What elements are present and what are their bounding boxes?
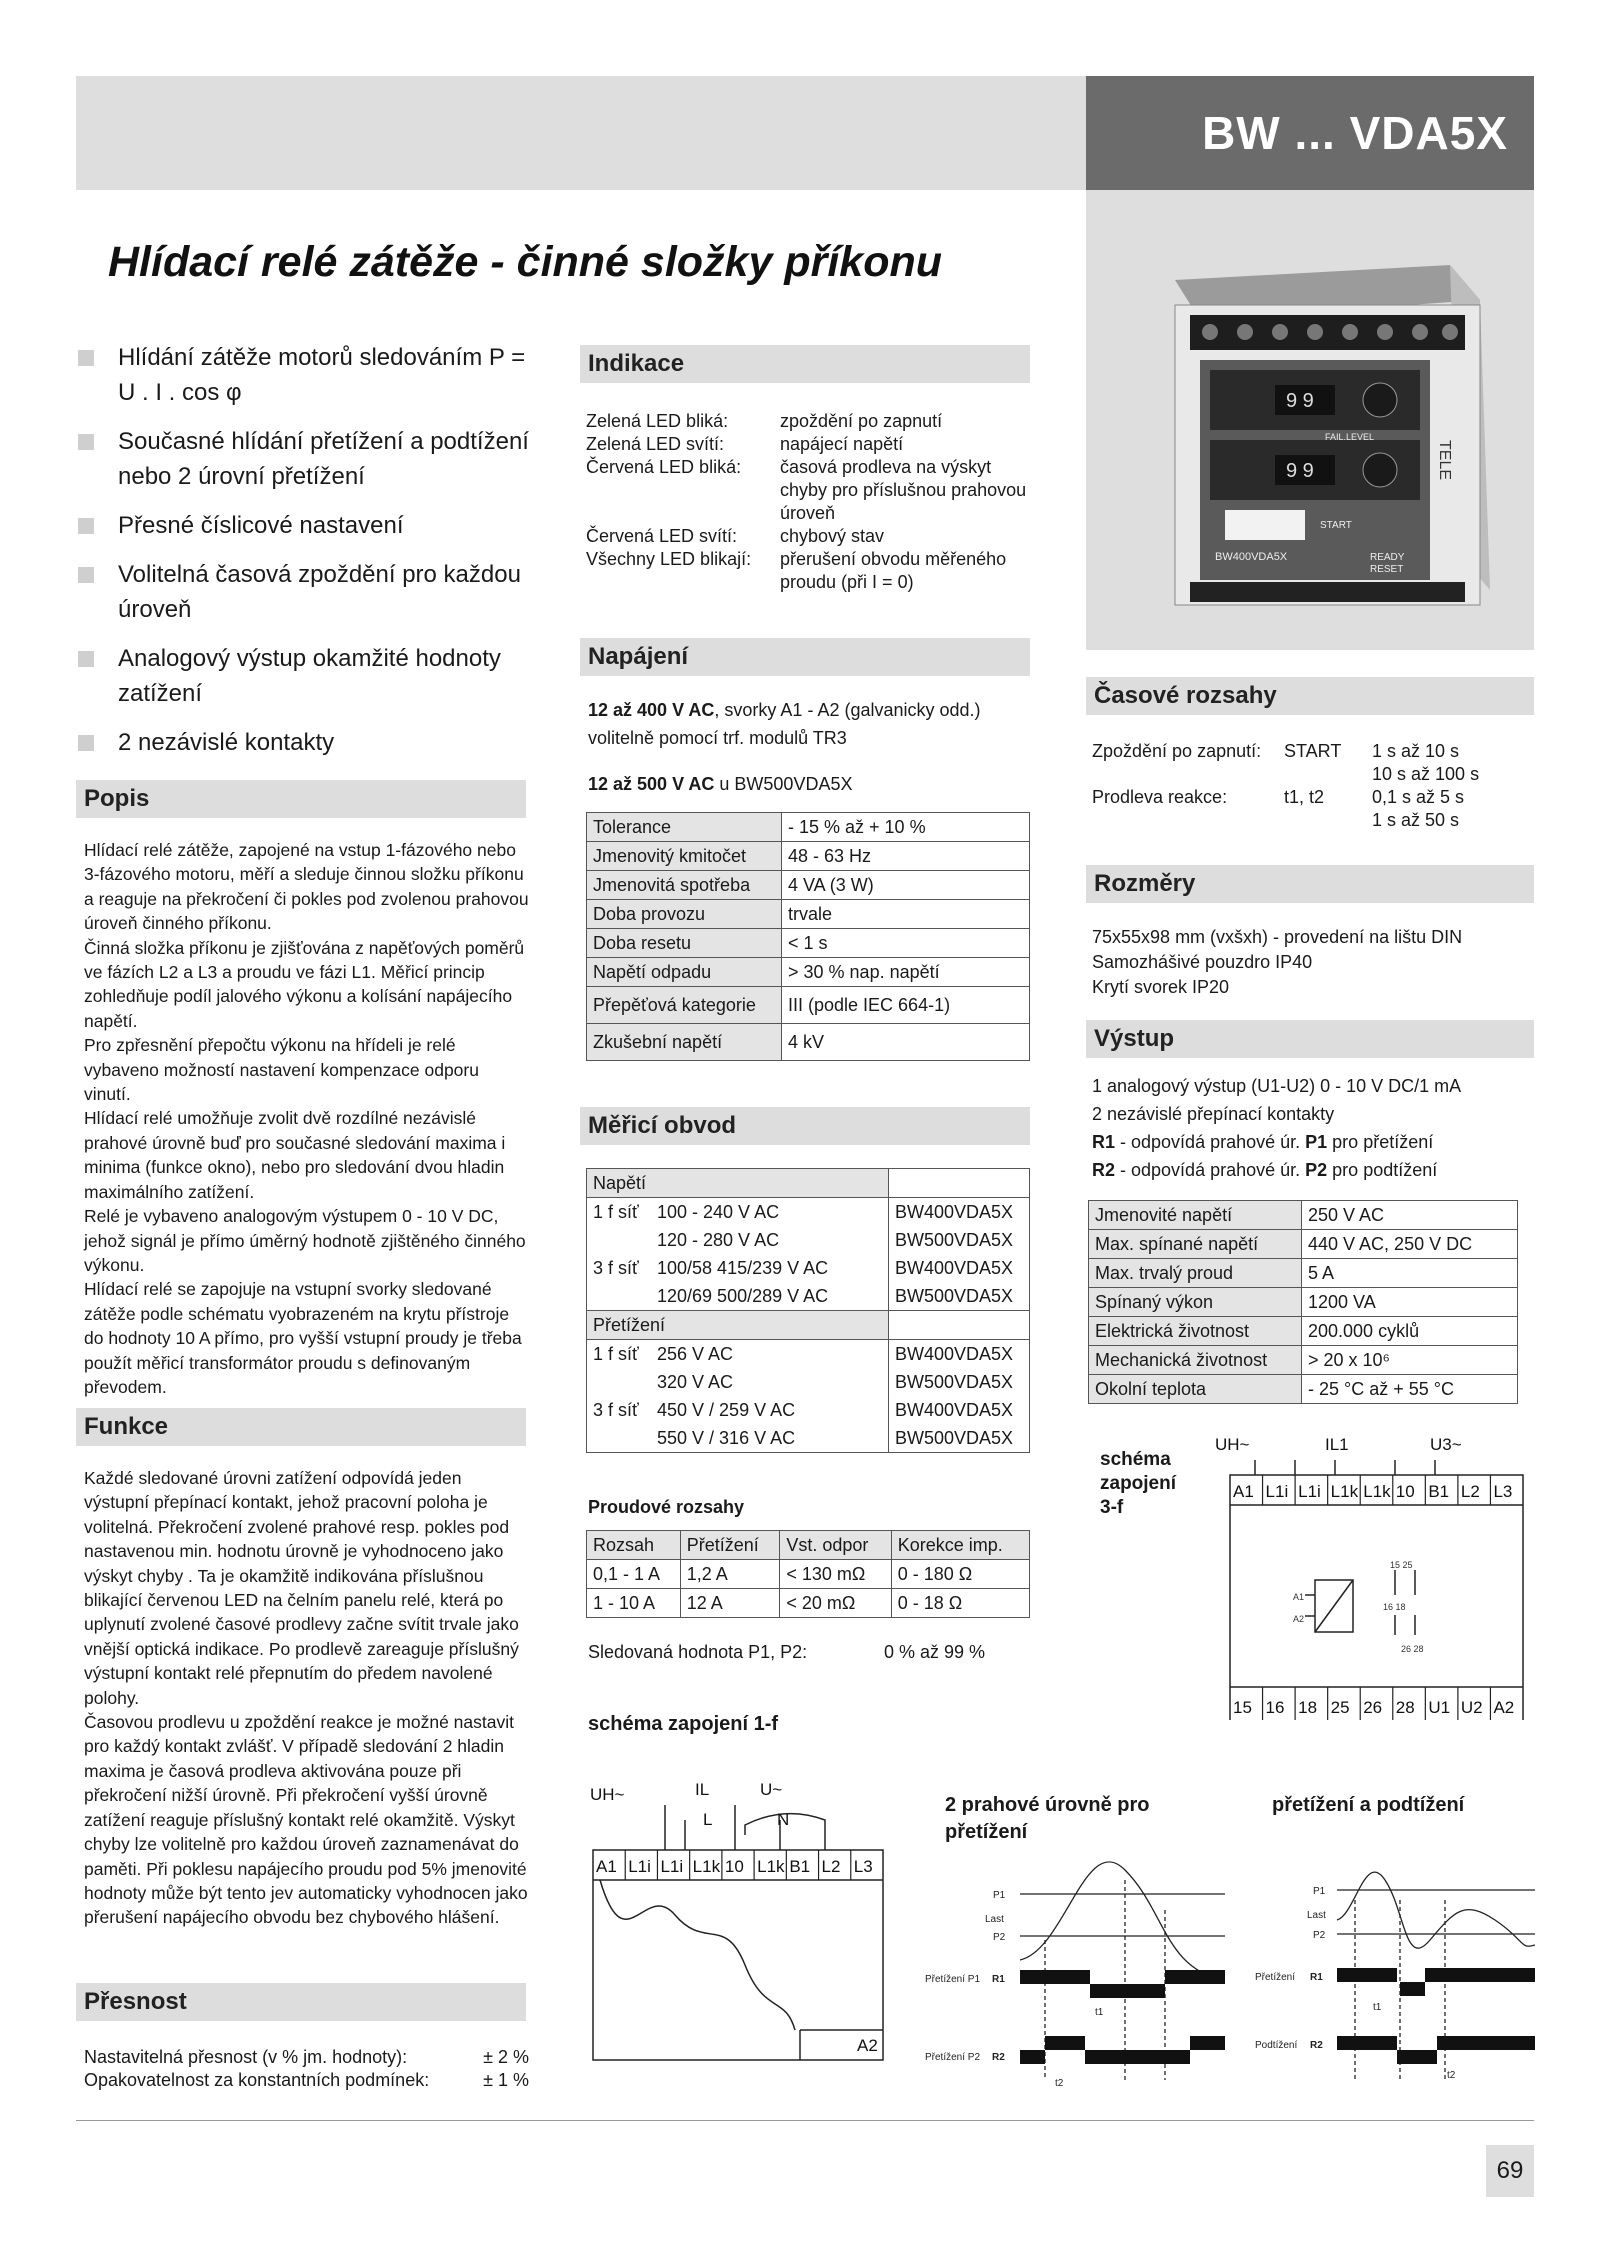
merici-model: BW500VDA5X bbox=[889, 1226, 1030, 1254]
graf1-p1: P1 bbox=[993, 1890, 1006, 1901]
spec-label: Přepěťová kategorie bbox=[587, 987, 782, 1024]
merici-voltage: 100 - 240 V AC bbox=[651, 1198, 889, 1227]
vystup-r2-key: R2 bbox=[1092, 1160, 1116, 1180]
spec-value: < 1 s bbox=[782, 929, 1030, 958]
merici-empty-head bbox=[889, 1169, 1030, 1198]
vystup-r1-end: pro přetížení bbox=[1327, 1132, 1434, 1152]
timing-diagram-overload bbox=[925, 1860, 1225, 2095]
graf2-podtizeni: Podtížení bbox=[1255, 2040, 1298, 2051]
terminal-label: A1 bbox=[596, 1857, 617, 1876]
spec-value: 48 - 63 Hz bbox=[782, 842, 1030, 871]
table-row bbox=[587, 1396, 1030, 1424]
section-napajeni-heading: Napájení bbox=[580, 638, 1030, 676]
terminal-label: L1i bbox=[660, 1857, 684, 1876]
rozmery-line: Samozhášivé pouzdro IP40 bbox=[1092, 952, 1313, 972]
table-row bbox=[587, 958, 1030, 987]
spec-label: Max. trvalý proud bbox=[1089, 1259, 1302, 1288]
photo-reset-text: RESET bbox=[1370, 564, 1404, 575]
schema3f-heading: schéma zapojení 3-f bbox=[1100, 1449, 1177, 1518]
table-cell: < 130 mΩ bbox=[780, 1560, 891, 1589]
casove-label: Prodleva reakce: bbox=[1092, 787, 1228, 807]
casove-key: t1, t2 bbox=[1284, 787, 1325, 807]
table-row bbox=[587, 1340, 1030, 1369]
terminal-label: B1 bbox=[1428, 1482, 1450, 1501]
spec-value: 200.000 cyklů bbox=[1302, 1317, 1518, 1346]
indikace-label: Červená LED svítí: bbox=[586, 526, 738, 546]
indikace-value: přerušení obvodu měřeného proudu (při I = 0) bbox=[780, 549, 1007, 592]
merici-net bbox=[587, 1424, 652, 1453]
svg-text:A1: A1 bbox=[1293, 1592, 1305, 1602]
svg-text:9 9: 9 9 bbox=[1286, 390, 1314, 412]
graf1-last: Last bbox=[985, 1914, 1004, 1925]
casove-value: 0,1 s až 5 s bbox=[1372, 787, 1465, 807]
feature-list bbox=[78, 340, 538, 774]
presnost-value: ± 1 % bbox=[483, 2070, 529, 2090]
terminal-label: U2 bbox=[1460, 1698, 1483, 1717]
casove-label bbox=[1092, 809, 1284, 832]
feature-item: Přesné číslicové nastavení bbox=[78, 508, 538, 543]
napajeni-line1 bbox=[588, 698, 1033, 722]
svg-text:15 25: 15 25 bbox=[1390, 1560, 1413, 1570]
vystup-line2: 2 nezávislé přepínací kontakty bbox=[1092, 1104, 1335, 1124]
schema1f-n: N bbox=[777, 1810, 790, 1829]
merici-voltage: 120/69 500/289 V AC bbox=[651, 1282, 889, 1311]
vystup-line1: 1 analogový výstup (U1-U2) 0 - 10 V DC/1 mA bbox=[1092, 1076, 1462, 1096]
header-band bbox=[76, 76, 1086, 190]
casove-key bbox=[1284, 809, 1372, 832]
merici-net bbox=[587, 1282, 652, 1311]
indikace-label: Všechny LED blikají: bbox=[586, 549, 752, 569]
rozmery-line: 75x55x98 mm (vxšxh) - provedení na lištu DIN bbox=[1092, 927, 1463, 947]
napajeni-range-bold: 12 až 400 V AC bbox=[588, 700, 715, 720]
merici-model: BW400VDA5X bbox=[889, 1396, 1030, 1424]
table-cell: 0 - 180 Ω bbox=[891, 1560, 1029, 1589]
vystup-r2-p: P2 bbox=[1305, 1160, 1328, 1180]
indikace-value: zpoždění po zapnutí bbox=[780, 411, 943, 431]
graf1-t1: t1 bbox=[1095, 2007, 1104, 2018]
vystup-r2-mid: - odpovídá prahové úr. bbox=[1115, 1160, 1306, 1180]
schema1f-a2: A2 bbox=[857, 2036, 878, 2055]
page-number: 69 bbox=[1486, 2145, 1534, 2197]
feature-item: Analogový výstup okamžité hodnoty zatížení bbox=[78, 641, 538, 711]
spec-label: Jmenovitý kmitočet bbox=[587, 842, 782, 871]
graf2-heading: přetížení a podtížení bbox=[1272, 1794, 1465, 1816]
proudove-heading: Proudové rozsahy bbox=[588, 1497, 745, 1517]
timing-diagram-window bbox=[1255, 1860, 1535, 2095]
terminal-label: L3 bbox=[1493, 1482, 1513, 1501]
graf1-heading: 2 prahové úrovně pro přetížení bbox=[945, 1794, 1150, 1843]
feature-item: Volitelná časová zpoždění pro každou úroveň bbox=[78, 557, 538, 627]
terminal-label: U1 bbox=[1428, 1698, 1451, 1717]
vystup-r1-p: P1 bbox=[1305, 1132, 1328, 1152]
merici-net bbox=[587, 1226, 652, 1254]
indikace-label: Červená LED bliká: bbox=[586, 457, 742, 477]
schema3f-u3: U3~ bbox=[1430, 1435, 1462, 1454]
casove-value: 1 s až 10 s bbox=[1372, 741, 1460, 761]
sledovana-label: Sledovaná hodnota P1, P2: bbox=[588, 1642, 808, 1662]
merici-model: BW400VDA5X bbox=[889, 1340, 1030, 1369]
table-cell: 0,1 - 1 A bbox=[587, 1560, 681, 1589]
table-row bbox=[1089, 1230, 1518, 1259]
graf1-r2: R2 bbox=[992, 2052, 1005, 2063]
schema1f-il: IL bbox=[695, 1780, 710, 1799]
indikace-value: chybový stav bbox=[780, 526, 885, 546]
column-header: Rozsah bbox=[587, 1531, 681, 1560]
merici-model: BW500VDA5X bbox=[889, 1424, 1030, 1453]
spec-label: Okolní teplota bbox=[1089, 1375, 1302, 1404]
indikace-list bbox=[586, 410, 1036, 594]
spec-label: Tolerance bbox=[587, 813, 782, 842]
merici-voltage: 320 V AC bbox=[651, 1368, 889, 1396]
terminal-label: L1i bbox=[1298, 1482, 1321, 1501]
table-row bbox=[587, 1424, 1030, 1453]
terminal-label: 10 bbox=[724, 1857, 744, 1876]
table-row bbox=[587, 1226, 1030, 1254]
table-row bbox=[587, 1531, 1030, 1560]
casove-key: START bbox=[1284, 741, 1342, 761]
spec-label: Zkušební napětí bbox=[587, 1024, 782, 1061]
model-label: BW ... VDA5X bbox=[1086, 76, 1534, 190]
section-popis-heading: Popis bbox=[76, 780, 526, 818]
merici-voltage: 450 V / 259 V AC bbox=[651, 1396, 889, 1424]
graf2-p1: P1 bbox=[1313, 1886, 1326, 1897]
terminal-label: 26 bbox=[1363, 1698, 1383, 1717]
napajeni-table bbox=[586, 812, 1030, 1061]
casove-key bbox=[1284, 763, 1372, 786]
section-funkce-heading: Funkce bbox=[76, 1408, 526, 1446]
product-photo bbox=[1120, 260, 1510, 620]
terminal-label: L1k bbox=[757, 1857, 785, 1876]
feature-item: 2 nezávislé kontakty bbox=[78, 725, 538, 760]
table-row bbox=[587, 1198, 1030, 1227]
svg-text:26 28: 26 28 bbox=[1401, 1644, 1424, 1654]
vystup-table bbox=[1088, 1200, 1518, 1404]
photo-fail-text: FAIL.LEVEL bbox=[1325, 432, 1375, 442]
table-row bbox=[587, 987, 1030, 1024]
schema3f-il: IL1 bbox=[1325, 1435, 1349, 1454]
schema1f-l: L bbox=[703, 1810, 713, 1829]
napajeni-range-rest: , svorky A1 - A2 (galvanicky odd.) bbox=[714, 700, 981, 720]
table-row bbox=[587, 900, 1030, 929]
table-row bbox=[587, 1589, 1030, 1618]
section-casove-heading: Časové rozsahy bbox=[1086, 677, 1534, 715]
sledovana-value: 0 % až 99 % bbox=[884, 1642, 986, 1662]
section-presnost-heading: Přesnost bbox=[76, 1983, 526, 2021]
merici-model: BW400VDA5X bbox=[889, 1254, 1030, 1282]
graf2-t2: t2 bbox=[1447, 2070, 1456, 2081]
terminal-label: L1k bbox=[692, 1857, 721, 1876]
presnost-list bbox=[84, 2046, 529, 2092]
table-row bbox=[587, 1169, 1030, 1198]
merici-net: 1 f síť bbox=[587, 1198, 652, 1227]
casove-value: 10 s až 100 s bbox=[1372, 764, 1480, 784]
vystup-r1-mid: - odpovídá prahové úr. bbox=[1115, 1132, 1306, 1152]
terminal-label: 16 bbox=[1265, 1698, 1285, 1717]
table-row bbox=[1089, 1375, 1518, 1404]
indikace-label: Zelená LED bliká: bbox=[586, 411, 729, 431]
table-row bbox=[587, 1311, 1030, 1340]
column-header: Přetížení bbox=[680, 1531, 780, 1560]
vystup-r2 bbox=[1092, 1158, 1437, 1182]
footer-rule bbox=[76, 2120, 1534, 2121]
table-row bbox=[1089, 1288, 1518, 1317]
terminal-label: L3 bbox=[853, 1857, 873, 1876]
merici-model: BW500VDA5X bbox=[889, 1282, 1030, 1311]
terminal-label: 25 bbox=[1330, 1698, 1350, 1717]
indikace-value: časová prodleva na výskyt chyby pro příslušnou prahovou úroveň bbox=[780, 457, 1027, 523]
table-row bbox=[587, 929, 1030, 958]
spec-value: 4 VA (3 W) bbox=[782, 871, 1030, 900]
popis-text: Hlídací relé zátěže, zapojené na vstup 1-fázového nebo 3-fázového motoru, měří a sleduje činnou složku příkonu a reaguje na překročení či pokles pod zvolenou prahovou úroveň činného příkonu. Činná složka příkonu je zjišťována z napěťových poměrů ve fázích L2 a L3 a proudu ve fázi L1. Měřicí princip zohledňuje podíl jalového výkonu a kolísání napájecího napětí. Pro zpřesnění přepočtu výkonu na hřídeli je relé vybaveno možností nastavení kompenzace odporu vinutí. Hlídací relé umožňuje zvolit dvě rozdílné nezávislé prahové úrovně buď pro současné sledování maxima i minima (funkce okno), nebo pro sledování dvou hladin maximálního zatížení. Relé je vybaveno analogovým výstupem 0 - 10 V DC, jehož signál je přímo úměrný hodnotě zjištěného činného výkonu. Hlídací relé se zapojuje na vstupní svorky sledované zátěže podle schématu vyobrazeném na krytu přístroje do hodnoty 10 A přímo, pro vyšší vstupní proudy je třeba použít měřicí transformátor proudu s definovaným převodem. bbox=[84, 840, 529, 1397]
graf2-last: Last bbox=[1307, 1910, 1326, 1921]
table-row bbox=[587, 871, 1030, 900]
napajeni-range2-bold: 12 až 500 V AC bbox=[588, 774, 715, 794]
graf1-r1: R1 bbox=[992, 1974, 1005, 1985]
spec-value: 4 kV bbox=[782, 1024, 1030, 1061]
spec-value: 1200 VA bbox=[1302, 1288, 1518, 1317]
section-indikace-heading: Indikace bbox=[580, 345, 1030, 383]
schema3f-uh: UH~ bbox=[1215, 1435, 1250, 1454]
merici-voltage: 550 V / 316 V AC bbox=[651, 1424, 889, 1453]
table-row bbox=[587, 813, 1030, 842]
terminal-label: 28 bbox=[1395, 1698, 1415, 1717]
svg-text:A2: A2 bbox=[1293, 1614, 1305, 1624]
terminal-label: L1i bbox=[628, 1857, 651, 1876]
table-cell: 0 - 18 Ω bbox=[891, 1589, 1029, 1618]
rozmery-line: Krytí svorek IP20 bbox=[1092, 977, 1230, 997]
merici-group-label: Přetížení bbox=[587, 1311, 889, 1340]
schema-3f-diagram bbox=[1205, 1430, 1535, 1720]
table-row bbox=[587, 1368, 1030, 1396]
photo-start-text: START bbox=[1320, 520, 1352, 531]
terminal-label: L1i bbox=[1265, 1482, 1289, 1501]
table-row bbox=[587, 842, 1030, 871]
terminal-label: A2 bbox=[1493, 1698, 1515, 1717]
merici-net bbox=[587, 1368, 652, 1396]
spec-label: Doba provozu bbox=[587, 900, 782, 929]
spec-value: 5 A bbox=[1302, 1259, 1518, 1288]
merici-table bbox=[586, 1168, 1030, 1453]
napajeni-range2-rest: u BW500VDA5X bbox=[714, 774, 853, 794]
table-cell: < 20 mΩ bbox=[780, 1589, 891, 1618]
graf1-t2: t2 bbox=[1055, 2078, 1064, 2089]
indikace-value: napájecí napětí bbox=[780, 434, 904, 454]
merici-group-label: Napětí bbox=[587, 1169, 889, 1198]
spec-label: Jmenovité napětí bbox=[1089, 1201, 1302, 1230]
merici-empty-head bbox=[889, 1311, 1030, 1340]
vystup-r1-key: R1 bbox=[1092, 1132, 1116, 1152]
funkce-text: Každé sledované úrovni zatížení odpovídá jeden výstupní přepínací kontakt, jehož pracovní poloha je volitelná. Překročení zvolené prahové resp. pokles pod nastavenou min. hodnotu úrovně je vyhodnoceno jako výskyt chyby . Ta je okamžitě indikována příslušnou blikající červenou LED na čelním panelu relé, která po uplynutí zvolené časové prodlevy začne svítit trvale jako vnější optická indikace. Po prodlevě zareaguje příslušný výstupní kontakt relé přepnutím do předem navolené polohy. Časovou prodlevu u zpoždění reakce je možné nastavit pro každý kontakt zvlášť. V případě sledování 2 hladin maxima je časová prodleva aktivována pouze při překročení nižší úrovně. Při překročení vyšší úrovně zatížení reaguje příslušný kontakt relé okamžitě. Výskyt chyby lze volitelně pro každou úroveň zaznamenávat do paměti. Při poklesu napájecího proudu pod 5% jmenovité hodnoty může být tento jev automaticky vyhodnocen jako přerušení napájecího obvodu bez chybového hlášení. bbox=[84, 1468, 528, 1928]
vystup-r1 bbox=[1092, 1130, 1433, 1154]
terminal-label: 15 bbox=[1233, 1698, 1252, 1717]
spec-label: Jmenovitá spotřeba bbox=[587, 871, 782, 900]
graf2-r1: R1 bbox=[1310, 1972, 1323, 1983]
casove-value: 1 s až 50 s bbox=[1372, 810, 1460, 830]
presnost-label: Nastavitelná přesnost (v % jm. hodnoty): bbox=[84, 2047, 408, 2067]
table-row bbox=[1089, 1346, 1518, 1375]
schema1f-u: U~ bbox=[760, 1780, 783, 1799]
photo-model-text: BW400VDA5X bbox=[1215, 551, 1288, 563]
table-row bbox=[587, 1282, 1030, 1311]
terminal-label: L1k bbox=[1363, 1482, 1391, 1501]
presnost-value: ± 2 % bbox=[483, 2047, 529, 2067]
column-header: Vst. odpor bbox=[780, 1531, 891, 1560]
napajeni-line2: volitelně pomocí trf. modulů TR3 bbox=[588, 728, 847, 748]
schema-1f-diagram bbox=[585, 1765, 895, 2075]
merici-voltage: 120 - 280 V AC bbox=[651, 1226, 889, 1254]
merici-net: 3 f síť bbox=[587, 1396, 652, 1424]
casove-label: Zpoždění po zapnutí: bbox=[1092, 741, 1262, 761]
napajeni-line3 bbox=[588, 772, 1033, 796]
indikace-label: Zelená LED svítí: bbox=[586, 434, 725, 454]
photo-brand-text: TELE bbox=[1436, 440, 1453, 481]
svg-text:9 9: 9 9 bbox=[1286, 460, 1314, 482]
spec-label: Napětí odpadu bbox=[587, 958, 782, 987]
table-row bbox=[587, 1254, 1030, 1282]
table-cell: 12 A bbox=[680, 1589, 780, 1618]
merici-net: 3 f síť bbox=[587, 1254, 652, 1282]
spec-value: 440 V AC, 250 V DC bbox=[1302, 1230, 1518, 1259]
page-title: Hlídací relé zátěže - činné složky příkonu bbox=[108, 238, 942, 286]
terminal-label: A1 bbox=[1233, 1482, 1254, 1501]
spec-label: Max. spínané napětí bbox=[1089, 1230, 1302, 1259]
terminal-label: 10 bbox=[1395, 1482, 1415, 1501]
feature-item: Současné hlídání přetížení a podtížení nebo 2 úrovní přetížení bbox=[78, 424, 538, 494]
spec-value: III (podle IEC 664-1) bbox=[782, 987, 1030, 1024]
schema1f-uh: UH~ bbox=[590, 1785, 625, 1804]
casove-list bbox=[1092, 740, 1532, 832]
table-row bbox=[587, 1024, 1030, 1061]
graf2-p2: P2 bbox=[1313, 1930, 1326, 1941]
graf1-pretizeni-p1: Přetížení P1 bbox=[925, 1974, 981, 1985]
graf1-p2: P2 bbox=[993, 1932, 1006, 1943]
photo-ready-text: READY bbox=[1370, 552, 1405, 563]
presnost-label: Opakovatelnost za konstantních podmínek: bbox=[84, 2070, 430, 2090]
table-row bbox=[1089, 1201, 1518, 1230]
proudove-table bbox=[586, 1530, 1030, 1618]
spec-value: > 30 % nap. napětí bbox=[782, 958, 1030, 987]
spec-value: > 20 x 10⁶ bbox=[1302, 1346, 1518, 1375]
terminal-label: L1k bbox=[1330, 1482, 1359, 1501]
merici-net: 1 f síť bbox=[587, 1340, 652, 1369]
table-row bbox=[1089, 1317, 1518, 1346]
table-cell: 1,2 A bbox=[680, 1560, 780, 1589]
terminal-label: B1 bbox=[789, 1857, 811, 1876]
terminal-label: L2 bbox=[821, 1857, 841, 1876]
spec-value: - 15 % až + 10 % bbox=[782, 813, 1030, 842]
merici-model: BW500VDA5X bbox=[889, 1368, 1030, 1396]
graf2-r2: R2 bbox=[1310, 2040, 1323, 2051]
section-rozmery-heading: Rozměry bbox=[1086, 865, 1534, 903]
merici-voltage: 100/58 415/239 V AC bbox=[651, 1254, 889, 1282]
feature-item: Hlídání zátěže motorů sledováním P = U . I . cos φ bbox=[78, 340, 538, 410]
table-row bbox=[587, 1560, 1030, 1589]
spec-value: 250 V AC bbox=[1302, 1201, 1518, 1230]
column-header: Korekce imp. bbox=[891, 1531, 1029, 1560]
spec-value: trvale bbox=[782, 900, 1030, 929]
graf1-pretizeni-p2: Přetížení P2 bbox=[925, 2052, 981, 2063]
vystup-r2-end: pro podtížení bbox=[1327, 1160, 1438, 1180]
merici-model: BW400VDA5X bbox=[889, 1198, 1030, 1227]
graf2-t1: t1 bbox=[1373, 2002, 1382, 2013]
graf2-pretizeni: Přetížení bbox=[1255, 1972, 1296, 1983]
table-cell: 1 - 10 A bbox=[587, 1589, 681, 1618]
section-vystup-heading: Výstup bbox=[1086, 1020, 1534, 1058]
schema1f-heading: schéma zapojení 1-f bbox=[588, 1713, 779, 1735]
casove-label bbox=[1092, 763, 1284, 786]
spec-label: Doba resetu bbox=[587, 929, 782, 958]
table-row bbox=[1089, 1259, 1518, 1288]
section-merici-heading: Měřicí obvod bbox=[580, 1107, 1030, 1145]
terminal-label: 18 bbox=[1298, 1698, 1318, 1717]
merici-voltage: 256 V AC bbox=[651, 1340, 889, 1369]
spec-value: - 25 °C až + 55 °C bbox=[1302, 1375, 1518, 1404]
svg-text:16 18: 16 18 bbox=[1383, 1602, 1406, 1612]
spec-label: Spínaný výkon bbox=[1089, 1288, 1302, 1317]
spec-label: Elektrická životnost bbox=[1089, 1317, 1302, 1346]
terminal-label: L2 bbox=[1460, 1482, 1480, 1501]
spec-label: Mechanická životnost bbox=[1089, 1346, 1302, 1375]
